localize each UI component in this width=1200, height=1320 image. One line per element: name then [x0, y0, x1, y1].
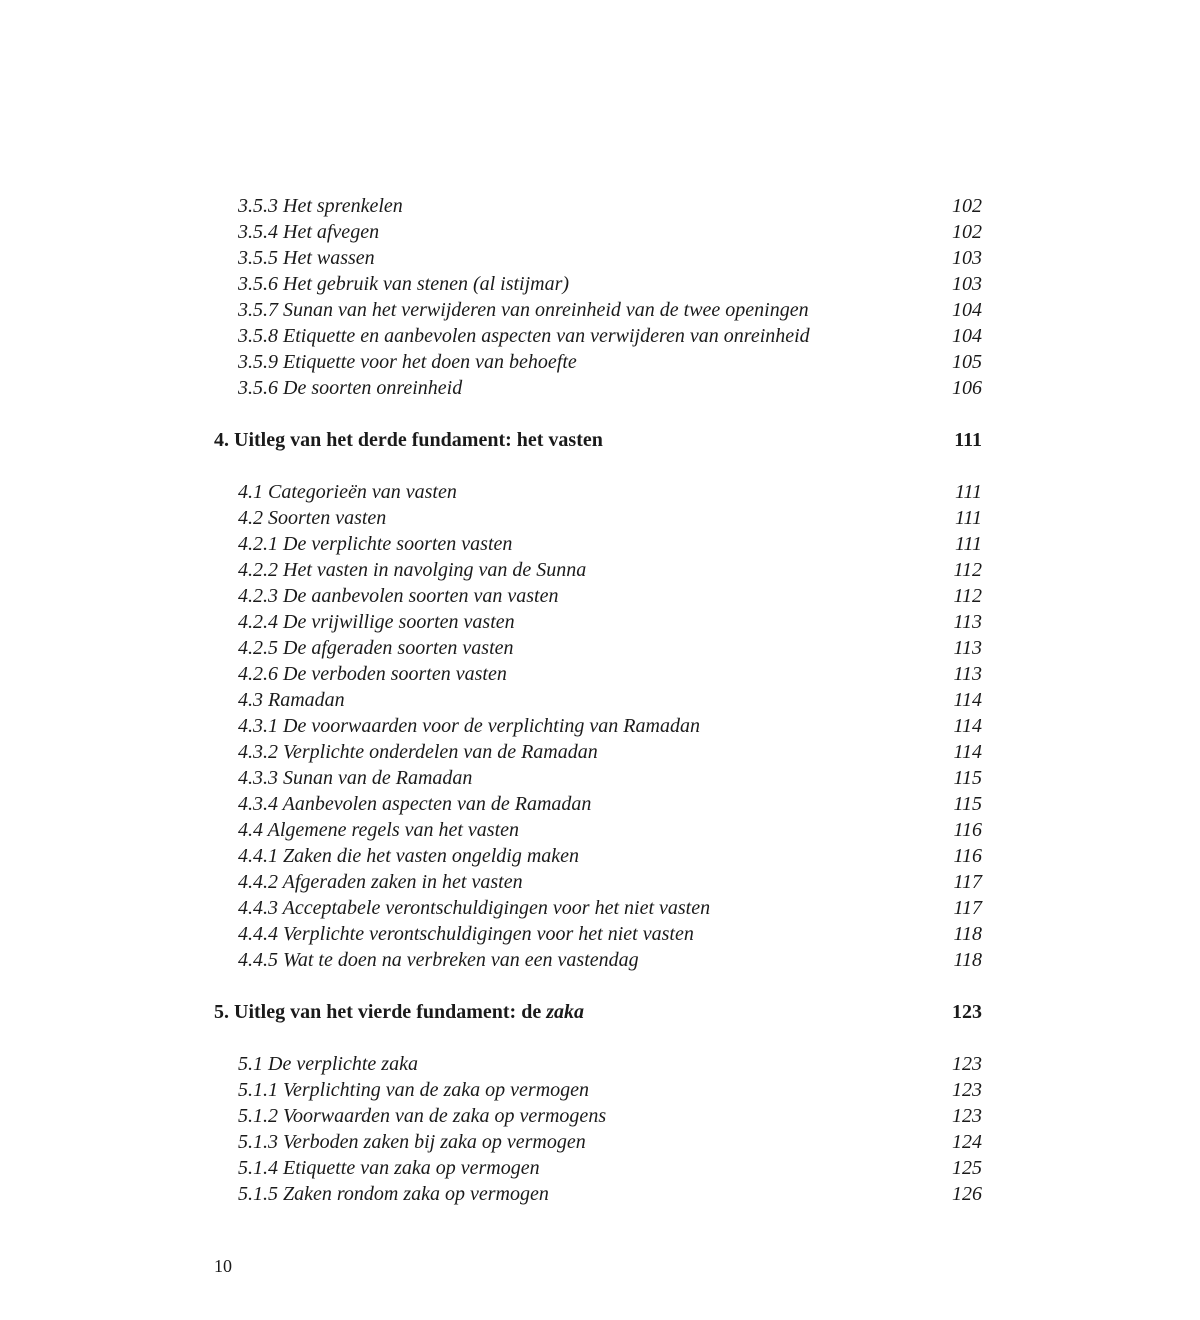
toc-entry [214, 297, 982, 323]
toc-entry-title: 4.3 Ramadan [238, 689, 345, 711]
toc-entry-page: 111 [954, 533, 982, 555]
toc-chapter-4 [214, 427, 982, 453]
table-of-contents [214, 193, 982, 1207]
toc-entry-title: 4.2.5 De afgeraden soorten vasten [238, 637, 514, 659]
toc-entry-page: 124 [952, 1131, 982, 1153]
toc-entry [214, 1155, 982, 1181]
toc-entry [214, 713, 982, 739]
toc-entry [214, 947, 982, 973]
toc-entry [214, 1181, 982, 1207]
toc-entry-title: 4.4 Algemene regels van het vasten [238, 819, 520, 841]
toc-entry [214, 869, 982, 895]
toc-entry [214, 791, 982, 817]
toc-entry [214, 245, 982, 271]
toc-group-4 [214, 479, 982, 973]
toc-entry-page: 118 [953, 923, 982, 945]
toc-group-3-5 [214, 193, 982, 401]
chapter-title: 4. Uitleg van het derde fundament: het vasten [214, 429, 603, 451]
toc-entry-title: 5.1.2 Voorwaarden van de zaka op vermogens [238, 1105, 607, 1127]
toc-entry-page: 115 [953, 767, 982, 789]
toc-entry [214, 817, 982, 843]
toc-entry-page: 111 [954, 481, 982, 503]
toc-entry-page: 104 [952, 325, 982, 347]
toc-entry [214, 375, 982, 401]
toc-entry-title: 3.5.7 Sunan van het verwijderen van onreinheid van de twee openingen [238, 299, 809, 321]
toc-entry [214, 479, 982, 505]
toc-group-5 [214, 1051, 982, 1207]
toc-entry-page: 104 [952, 299, 982, 321]
toc-entry-title: 4.2.1 De verplichte soorten vasten [238, 533, 513, 555]
chapter-title [214, 999, 584, 1025]
toc-entry [214, 531, 982, 557]
toc-entry-page: 118 [953, 949, 982, 971]
toc-entry [214, 583, 982, 609]
toc-entry-title: 4.4.5 Wat te doen na verbreken van een vastendag [238, 949, 639, 971]
toc-entry-title: 4.2.2 Het vasten in navolging van de Sunna [238, 559, 587, 581]
toc-entry-title: 3.5.9 Etiquette voor het doen van behoefte [238, 351, 577, 373]
toc-entry-page: 113 [953, 637, 982, 659]
toc-entry-title: 4.2.6 De verboden soorten vasten [238, 663, 507, 685]
toc-entry [214, 505, 982, 531]
toc-entry [214, 1051, 982, 1077]
toc-entry-page: 114 [953, 741, 982, 763]
toc-entry [214, 843, 982, 869]
toc-entry [214, 323, 982, 349]
toc-entry-title: 4.4.4 Verplichte verontschuldigingen voor het niet vasten [238, 923, 694, 945]
toc-entry-title: 4.1 Categorieën van vasten [238, 481, 457, 503]
toc-entry-page: 116 [953, 819, 982, 841]
toc-entry [214, 895, 982, 921]
toc-entry-title: 4.2.3 De aanbevolen soorten van vasten [238, 585, 559, 607]
toc-entry-page: 111 [954, 507, 982, 529]
toc-entry [214, 557, 982, 583]
chapter-title-plain: 5. Uitleg van het vierde fundament: de [214, 1001, 547, 1023]
toc-entry-page: 114 [953, 715, 982, 737]
toc-entry-page: 103 [952, 247, 982, 269]
toc-entry [214, 349, 982, 375]
toc-entry [214, 687, 982, 713]
toc-entry [214, 219, 982, 245]
toc-entry-title: 4.3.1 De voorwaarden voor de verplichting van Ramadan [238, 715, 700, 737]
toc-entry-title: 3.5.6 De soorten onreinheid [238, 377, 463, 399]
toc-entry-page: 125 [952, 1157, 982, 1179]
toc-entry-title: 5.1.4 Etiquette van zaka op vermogen [238, 1157, 540, 1179]
toc-entry-title: 5.1.3 Verboden zaken bij zaka op vermogen [238, 1131, 586, 1153]
toc-entry-title: 3.5.5 Het wassen [238, 247, 375, 269]
toc-entry-page: 123 [952, 1079, 982, 1101]
toc-entry-page: 117 [953, 871, 982, 893]
toc-entry-title: 5.1.5 Zaken rondom zaka op vermogen [238, 1183, 549, 1205]
toc-entry-title: 4.4.2 Afgeraden zaken in het vasten [238, 871, 523, 893]
chapter-title-emphasis: zaka [546, 1001, 584, 1023]
toc-entry [214, 661, 982, 687]
toc-entry-page: 123 [952, 1053, 982, 1075]
toc-entry-title: 4.4.3 Acceptabele verontschuldigingen voor het niet vasten [238, 897, 711, 919]
toc-entry-page: 102 [952, 221, 982, 243]
toc-entry-title: 4.2.4 De vrijwillige soorten vasten [238, 611, 515, 633]
toc-entry [214, 921, 982, 947]
toc-entry-title: 5.1.1 Verplichting van de zaka op vermogen [238, 1079, 590, 1101]
toc-entry-title: 4.2 Soorten vasten [238, 507, 387, 529]
toc-entry-page: 117 [953, 897, 982, 919]
toc-entry-page: 123 [952, 1105, 982, 1127]
toc-entry-page: 102 [952, 195, 982, 217]
toc-entry-title: 4.3.3 Sunan van de Ramadan [238, 767, 473, 789]
toc-entry [214, 1129, 982, 1155]
toc-entry-page: 116 [953, 845, 982, 867]
toc-entry-page: 105 [952, 351, 982, 373]
toc-entry [214, 765, 982, 791]
chapter-page: 111 [954, 429, 982, 451]
toc-entry-title: 4.3.2 Verplichte onderdelen van de Ramadan [238, 741, 598, 763]
toc-entry-title: 5.1 De verplichte zaka [238, 1053, 418, 1075]
toc-entry-title: 3.5.3 Het sprenkelen [238, 195, 403, 217]
toc-entry [214, 739, 982, 765]
toc-entry [214, 1103, 982, 1129]
toc-entry-page: 112 [953, 559, 982, 581]
toc-entry-page: 114 [953, 689, 982, 711]
toc-entry-title: 3.5.4 Het afvegen [238, 221, 380, 243]
toc-entry-title: 4.4.1 Zaken die het vasten ongeldig maken [238, 845, 580, 867]
toc-entry [214, 635, 982, 661]
toc-entry-title: 3.5.6 Het gebruik van stenen (al istijmar) [238, 273, 570, 295]
toc-entry [214, 193, 982, 219]
toc-entry [214, 1077, 982, 1103]
toc-entry-page: 103 [952, 273, 982, 295]
page-number: 10 [214, 1256, 232, 1276]
toc-entry [214, 271, 982, 297]
toc-entry-page: 115 [953, 793, 982, 815]
toc-entry-page: 113 [953, 663, 982, 685]
toc-entry-title: 4.3.4 Aanbevolen aspecten van de Ramadan [238, 793, 592, 815]
toc-entry-page: 112 [953, 585, 982, 607]
chapter-page: 123 [952, 1001, 982, 1023]
toc-entry-page: 106 [952, 377, 982, 399]
toc-chapter-5 [214, 999, 982, 1025]
toc-entry-page: 113 [953, 611, 982, 633]
toc-entry-title: 3.5.8 Etiquette en aanbevolen aspecten van verwijderen van onreinheid [238, 325, 810, 347]
toc-entry [214, 609, 982, 635]
toc-entry-page: 126 [952, 1183, 982, 1205]
